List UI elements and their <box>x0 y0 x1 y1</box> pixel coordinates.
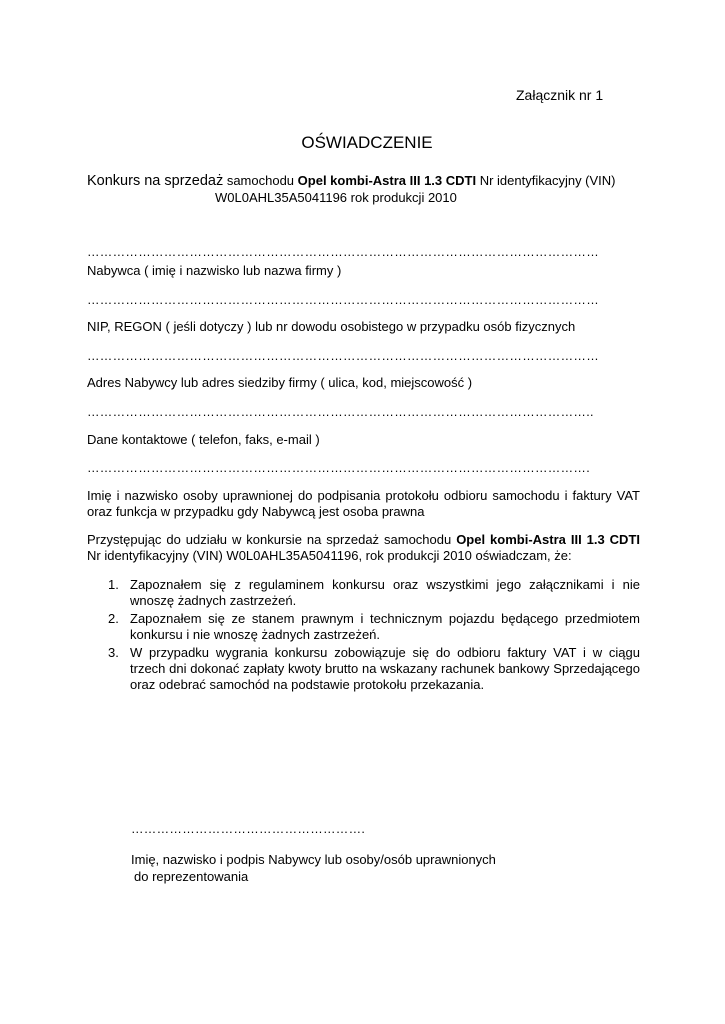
signature-field-line[interactable]: ………………………………………………. <box>131 822 366 836</box>
buyer-contact-field-line[interactable]: ……………………………………………………………………………………………………….. <box>87 405 594 419</box>
representative-label-line1: Imię i nazwisko osoby uprawnionej do podpisania protokołu odbioru samochodu i faktury <box>87 488 612 503</box>
declaration-intro-end: Nr identyfikacyjny (VIN) W0L0AHL35A5041196, rok produkcji 2010 oświadczam, że: <box>87 548 572 563</box>
document-title: OŚWIADCZENIE <box>301 133 433 152</box>
declaration-car-model: Opel kombi-Astra III 1.3 CDTI <box>456 532 640 547</box>
buyer-contact-label: Dane kontaktowe ( telefon, faks, e-mail ) <box>87 432 320 447</box>
buyer-id-label: NIP, REGON ( jeśli dotyczy ) lub nr dowodu osobistego w przypadku osób fizycznych <box>87 319 576 334</box>
contest-word-car: samochodu <box>223 173 298 188</box>
declaration-item <box>108 645 640 693</box>
representative-field-line[interactable]: ………………………………………………………………………………………………………. <box>87 461 590 475</box>
contest-vin-year: W0L0AHL35A5041196 rok produkcji 2010 <box>215 190 457 205</box>
declaration-item-number: 3. <box>108 645 119 660</box>
declaration-item-number: 2. <box>108 611 119 626</box>
buyer-address-field-line[interactable]: ………………………………………………………………………………………………………… <box>87 349 599 363</box>
contest-vin-label: Nr identyfikacyjny (VIN) <box>476 173 616 188</box>
declaration-item-text: Zapoznałem się z regulaminem konkursu oraz wszystkimi jego załącznikami i nie wnoszę żadnych zastrzeżeń. <box>130 577 640 608</box>
declaration-item <box>108 577 640 609</box>
buyer-address-label: Adres Nabywcy lub adres siedziby firmy ( ulica, kod, miejscowość ) <box>87 375 473 390</box>
contest-lead: Konkurs na sprzedaż <box>87 173 224 189</box>
declaration-list <box>108 577 640 695</box>
declaration-item-number: 1. <box>108 577 119 592</box>
declaration-item-text: Zapoznałem się ze stanem prawnym i technicznym pojazdu będącego przedmiotem konkursu i nie wnoszę żadnych zastrzeżeń. <box>130 611 640 642</box>
declaration-intro <box>87 532 640 564</box>
declaration-intro-start: Przystępując do udziału w konkursie na sprzedaż samochodu <box>87 532 457 547</box>
contest-description <box>87 173 616 189</box>
representative-label <box>87 488 640 520</box>
buyer-id-field-line[interactable]: ………………………………………………………………………………………………………… <box>87 293 599 307</box>
declaration-item <box>108 611 640 643</box>
annex-number: Załącznik nr 1 <box>516 87 604 103</box>
declaration-item-text: W przypadku wygrania konkursu zobowiązuje się do odbioru faktury VAT i w ciągu trzech dni dokonać zapłaty kwoty brutto na wskazany rachunek bankowy Sprzedającego oraz odebrać samochód na podstawie protokołu przekazania. <box>130 645 640 692</box>
buyer-name-field-line[interactable]: ………………………………………………………………………………………………………… <box>87 245 599 259</box>
signature-label-line2: do reprezentowania <box>134 869 249 884</box>
representative-label-line2: VAT oraz funkcja w przypadku gdy Nabywcą jest osoba prawna <box>87 488 640 519</box>
contest-car-model: Opel kombi-Astra III 1.3 CDTI <box>297 173 477 188</box>
buyer-name-label: Nabywca ( imię i nazwisko lub nazwa firmy ) <box>87 263 342 278</box>
signature-label-line1: Imię, nazwisko i podpis Nabywcy lub osoby/osób uprawnionych <box>131 852 496 867</box>
